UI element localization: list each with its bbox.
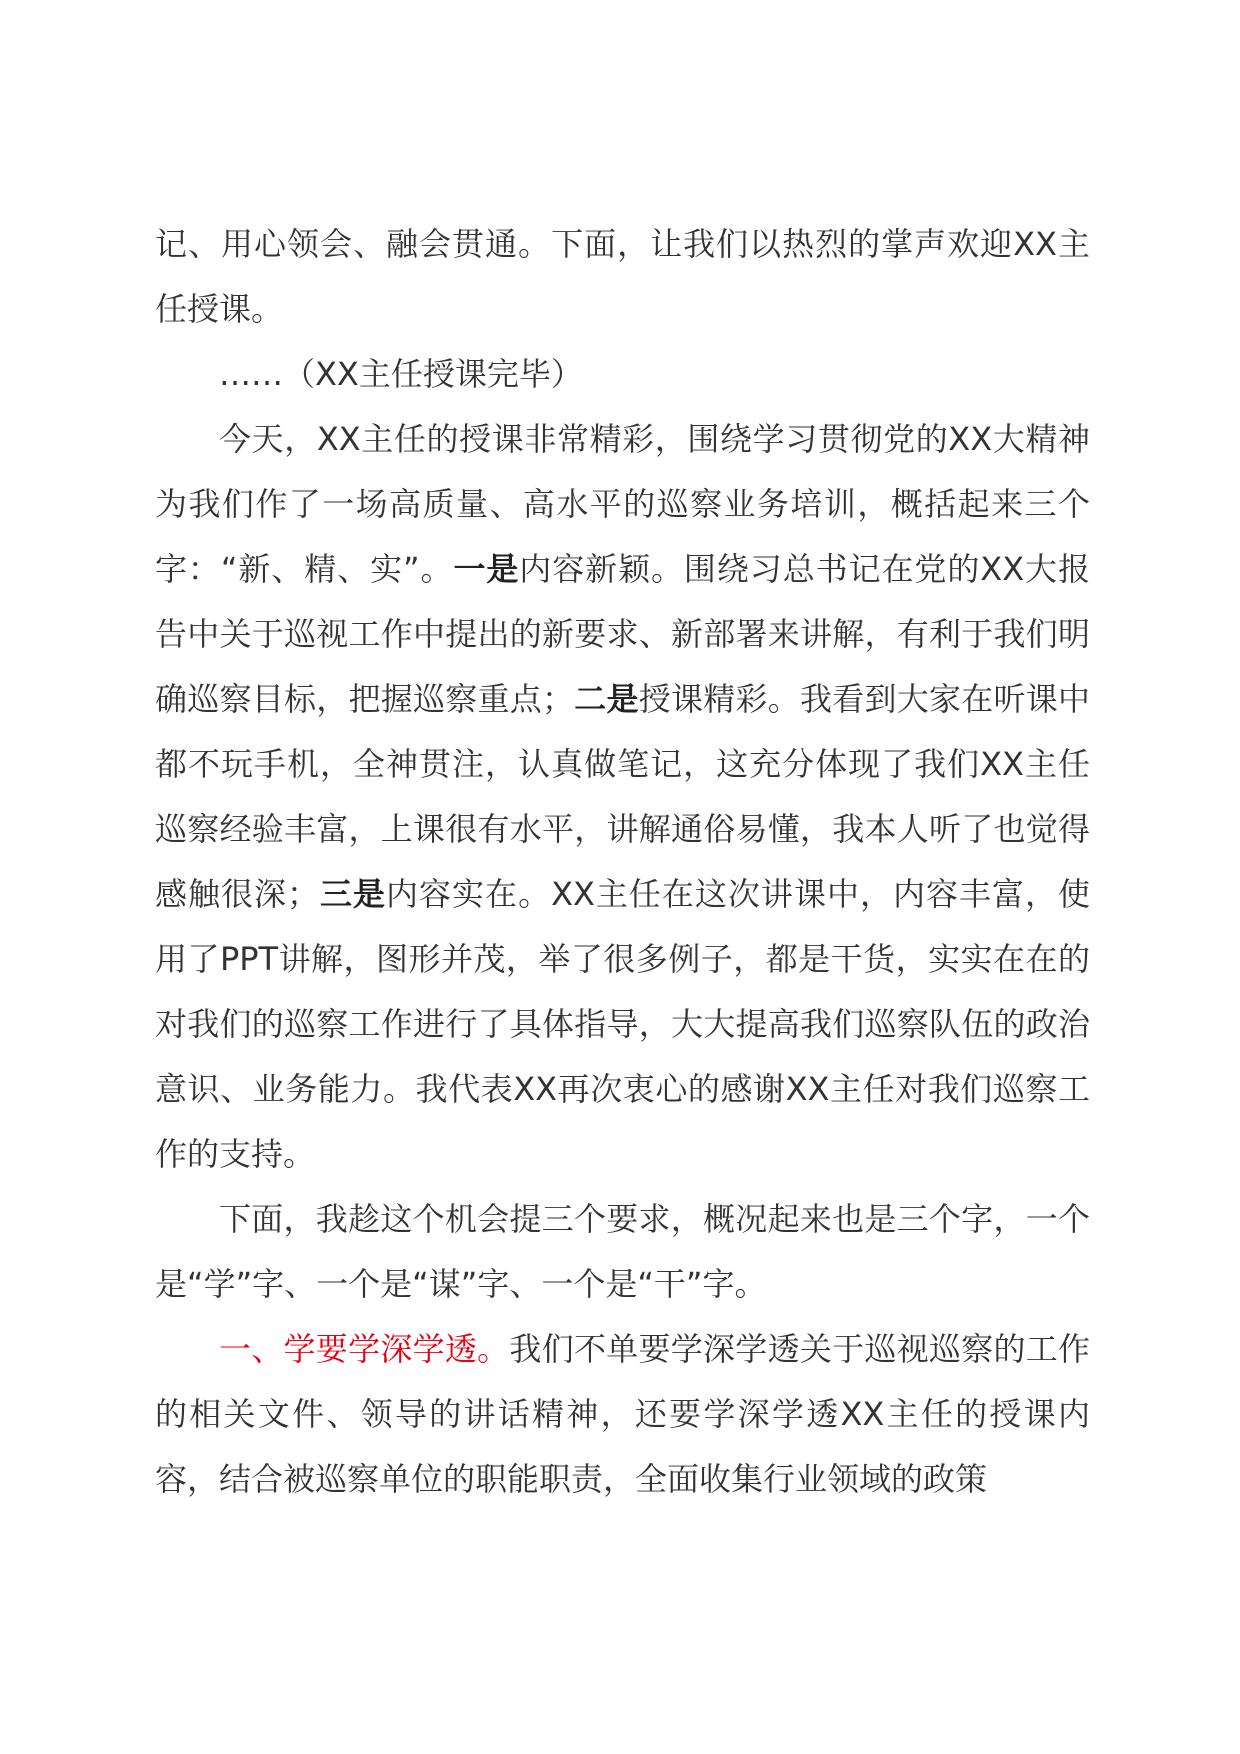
summary-first-point-text: 内容新颖。围绕习总书记在党的XX大报告中关于巡视工作中提出的新要求、新部署来讲解，有利于我们明确巡察目标，把握巡察重点； bbox=[155, 550, 1090, 718]
bold-label-third: 三是 bbox=[319, 875, 387, 913]
paragraph-requirement-one bbox=[155, 1317, 1090, 1512]
summary-intro-text: 今天，XX主任的授课非常精彩，围绕学习贯彻党的XX大精神为我们作了一场高质量、高水平的巡察业务培训，概括起来三个字：“新、精、实”。 bbox=[155, 420, 1090, 588]
paragraph-lecture-finished: ……（XX主任授课完毕） bbox=[219, 355, 583, 393]
paragraph-continuation: 记、用心领会、融会贯通。下面，让我们以热烈的掌声欢迎XX主任授课。 bbox=[155, 225, 1090, 328]
paragraph-lecture-summary bbox=[155, 407, 1090, 1187]
summary-third-point-text: 内容实在。XX主任在这次讲课中，内容丰富，使用了PPT讲解，图形并茂，举了很多例子，都是干货，实实在在的对我们的巡察工作进行了具体指导，大大提高我们巡察队伍的政治意识、业务能力。我代表XX再次衷心的感谢XX主任对我们巡察工作的支持。 bbox=[155, 875, 1090, 1173]
section-heading-study: 一、学要学深学透。 bbox=[219, 1330, 510, 1368]
document-body bbox=[155, 212, 1090, 1512]
bold-label-first: 一是 bbox=[453, 550, 520, 588]
bold-label-second: 二是 bbox=[573, 680, 639, 718]
summary-second-point-text: 授课精彩。我看到大家在听课中都不玩手机，全神贯注，认真做笔记，这充分体现了我们XX主任巡察经验丰富，上课很有水平，讲解通俗易懂，我本人听了也觉得感触很深； bbox=[155, 680, 1090, 913]
paragraph-three-requirements: 下面，我趁这个机会提三个要求，概况起来也是三个字，一个是“学”字、一个是“谋”字、一个是“干”字。 bbox=[155, 1200, 1090, 1303]
requirement-one-text: 我们不单要学深学透关于巡视巡察的工作的相关文件、领导的讲话精神，还要学深学透XX主任的授课内容，结合被巡察单位的职能职责，全面收集行业领域的政策 bbox=[155, 1330, 1090, 1498]
